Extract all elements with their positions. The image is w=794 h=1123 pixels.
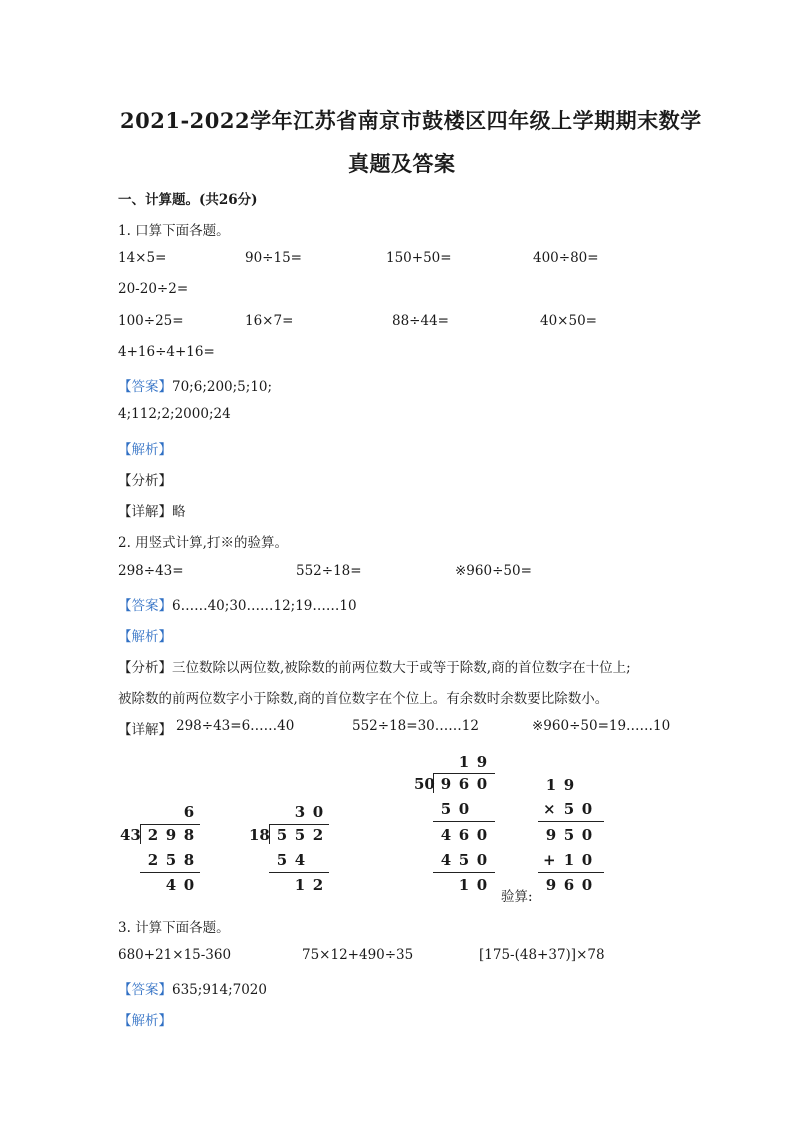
q3-jiexi: 【解析】 xyxy=(118,1013,172,1029)
q3-problem: [175-(48+37)]×78 xyxy=(479,947,605,963)
answer-tag: 【答案】 xyxy=(118,598,172,614)
times-sign: × xyxy=(543,800,556,818)
digit: 8 xyxy=(183,851,195,869)
q1-item: 4+16÷4+16= xyxy=(118,344,215,360)
digit: 0 xyxy=(581,826,593,844)
check-label: 验算: xyxy=(501,889,533,905)
digit: 0 xyxy=(458,800,470,818)
q2-xiangjie-tag: 【详解】 xyxy=(118,722,172,738)
q2-fenxi-line2: 被除数的前两位数字小于除数,商的首位数字在个位上。有余数时余数要比除数小。 xyxy=(118,691,609,707)
div2-dividend xyxy=(273,826,327,844)
digit: 4 xyxy=(440,851,452,869)
digit: 9 xyxy=(563,776,575,794)
section-heading: 一、计算题。(共26分) xyxy=(118,192,258,208)
digit: 1 xyxy=(294,876,306,894)
check-row2 xyxy=(560,800,596,818)
digit: 0 xyxy=(312,803,324,821)
q1-prompt: 1. 口算下面各题。 xyxy=(118,223,230,239)
digit: 0 xyxy=(581,876,593,894)
q2-fenxi-line1: 【分析】三位数除以两位数,被除数的前两位数大于或等于除数,商的首位数字在十位上; xyxy=(118,660,631,676)
digit: 5 xyxy=(294,826,306,844)
digit: 0 xyxy=(476,775,488,793)
q2-problem: ※960÷50= xyxy=(455,563,532,579)
q1-item: 150+50= xyxy=(386,250,452,266)
digit: 0 xyxy=(476,851,488,869)
check-row1 xyxy=(542,776,578,794)
digit: 5 xyxy=(563,826,575,844)
q1-item: 14×5= xyxy=(118,250,167,266)
digit: 9 xyxy=(545,826,557,844)
digit: 8 xyxy=(183,826,195,844)
digit: 1 xyxy=(458,753,470,771)
digit: 6 xyxy=(563,876,575,894)
answer-tag: 【答案】 xyxy=(118,982,172,998)
doc-title-line1: 2021-2022学年江苏省南京市鼓楼区四年级上学期期末数学 xyxy=(120,108,702,133)
div1-product xyxy=(144,851,198,869)
div1-divisor: 43 xyxy=(120,826,141,844)
digit: 0 xyxy=(581,851,593,869)
digit: 5 xyxy=(440,800,452,818)
answer-text: 70;6;200;5;10; xyxy=(172,379,273,395)
div2-product xyxy=(273,851,327,869)
q1-item: 90÷15= xyxy=(245,250,302,266)
digit: 2 xyxy=(312,826,324,844)
div1-remainder xyxy=(144,876,198,894)
q2-jiexi: 【解析】 xyxy=(118,629,172,645)
doc-title-line2: 真题及答案 xyxy=(348,151,456,176)
q3-prompt: 3. 计算下面各题。 xyxy=(118,920,230,936)
div3-quotient xyxy=(437,753,491,771)
div2-remainder xyxy=(273,876,327,894)
digit: 4 xyxy=(440,826,452,844)
digit: 0 xyxy=(476,876,488,894)
q2-xiangjie-item: 298÷43=6……40 xyxy=(176,718,295,734)
digit: 9 xyxy=(545,876,557,894)
digit xyxy=(473,800,491,818)
answer-tag: 【答案】 xyxy=(118,379,172,395)
q1-xiangjie: 【详解】略 xyxy=(118,504,186,520)
digit: 0 xyxy=(183,876,195,894)
q1-item: 16×7= xyxy=(245,313,294,329)
div1-quotient xyxy=(144,803,198,821)
q2-answer xyxy=(118,594,357,614)
answer-text: 6……40;30……12;19……10 xyxy=(172,598,357,614)
digit xyxy=(273,803,291,821)
q1-item: 40×50= xyxy=(540,313,597,329)
q2-xiangjie-item: 552÷18=30……12 xyxy=(352,718,479,734)
digit: 6 xyxy=(183,803,195,821)
div3-step1 xyxy=(437,800,491,818)
digit: 0 xyxy=(581,800,593,818)
digit: 5 xyxy=(276,851,288,869)
q3-answer xyxy=(118,978,267,998)
plus-sign: + xyxy=(543,851,556,869)
digit xyxy=(144,803,162,821)
digit: 2 xyxy=(147,851,159,869)
digit: 2 xyxy=(147,826,159,844)
div2-quotient xyxy=(273,803,327,821)
digit: 5 xyxy=(165,851,177,869)
q1-answer-line2: 4;112;2;2000;24 xyxy=(118,406,231,422)
digit: 5 xyxy=(276,826,288,844)
digit: 9 xyxy=(440,775,452,793)
answer-text: 635;914;7020 xyxy=(172,982,267,998)
digit xyxy=(273,876,291,894)
digit xyxy=(162,803,180,821)
check-row4 xyxy=(560,851,596,869)
digit xyxy=(144,876,162,894)
digit xyxy=(309,851,327,869)
digit: 1 xyxy=(458,876,470,894)
q2-problem: 552÷18= xyxy=(296,563,362,579)
q1-fenxi: 【分析】 xyxy=(118,473,172,489)
digit xyxy=(437,876,455,894)
div3-remainder xyxy=(437,876,491,894)
digit xyxy=(437,753,455,771)
div3-step2 xyxy=(437,826,491,844)
q3-problem: 680+21×15-360 xyxy=(118,947,232,963)
digit: 1 xyxy=(563,851,575,869)
digit: 9 xyxy=(165,826,177,844)
digit: 4 xyxy=(165,876,177,894)
q1-item: 400÷80= xyxy=(533,250,599,266)
q3-problem: 75×12+490÷35 xyxy=(302,947,414,963)
digit: 4 xyxy=(294,851,306,869)
q1-item: 20-20÷2= xyxy=(118,281,189,297)
div2-divisor: 18 xyxy=(249,826,270,844)
digit: 6 xyxy=(458,826,470,844)
q1-answer xyxy=(118,375,272,395)
q1-jiexi: 【解析】 xyxy=(118,442,172,458)
q2-problem: 298÷43= xyxy=(118,563,184,579)
q2-prompt: 2. 用竖式计算,打※的验算。 xyxy=(118,535,288,551)
digit: 9 xyxy=(476,753,488,771)
div3-divisor: 50 xyxy=(414,775,435,793)
div1-dividend xyxy=(144,826,198,844)
div3-dividend xyxy=(437,775,491,793)
div3-step3 xyxy=(437,851,491,869)
q2-xiangjie-item: ※960÷50=19……10 xyxy=(532,718,671,734)
digit: 5 xyxy=(563,800,575,818)
check-row5 xyxy=(542,876,596,894)
digit: 5 xyxy=(458,851,470,869)
digit: 1 xyxy=(545,776,557,794)
check-row3 xyxy=(542,826,596,844)
digit: 6 xyxy=(458,775,470,793)
q1-item: 88÷44= xyxy=(392,313,449,329)
digit: 2 xyxy=(312,876,324,894)
digit: 0 xyxy=(476,826,488,844)
q1-item: 100÷25= xyxy=(118,313,184,329)
digit: 3 xyxy=(294,803,306,821)
